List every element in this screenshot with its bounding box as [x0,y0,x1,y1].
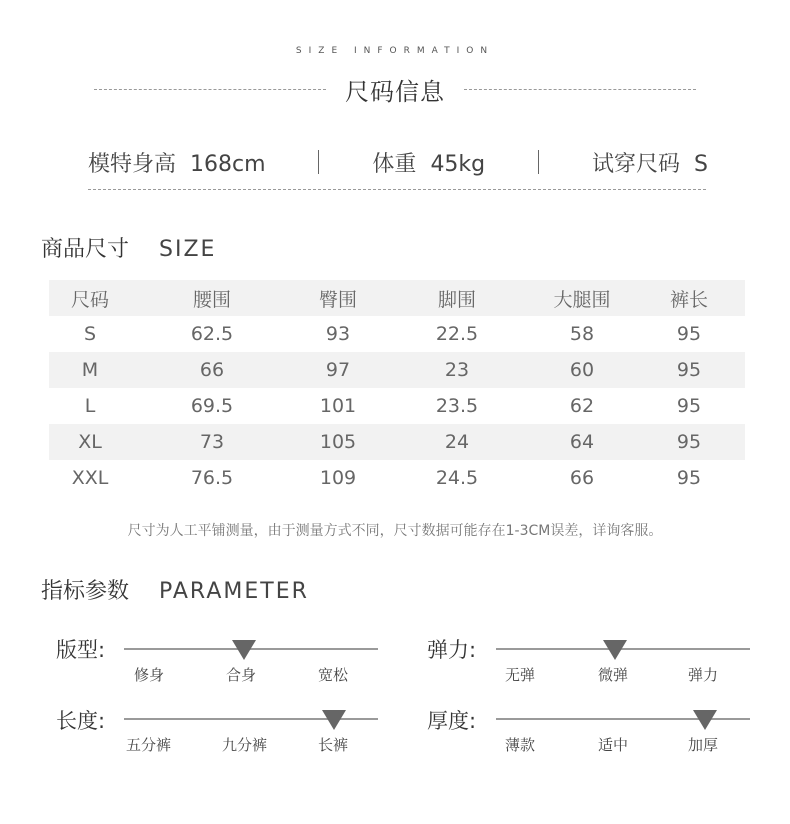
table-cell: 95 [676,467,702,489]
param-length-option: 长裤 [318,736,349,754]
table-cell: 97 [325,359,351,381]
table-cell: 95 [676,323,702,345]
param-thickness-option: 适中 [598,736,629,754]
table-cell: 66 [569,467,595,489]
table-cell: L [84,395,96,417]
param-section-title [41,574,309,605]
param-elasticity-marker-icon [603,640,627,660]
param-fit-label: 版型: [56,638,106,662]
column-header: 尺码 [70,288,109,311]
title-divider-right [464,89,696,90]
param-thickness-label: 厚度: [427,709,477,733]
table-cell: 93 [325,323,351,345]
table-cell: 66 [199,359,225,381]
table-cell: 69.5 [190,395,234,417]
table-row [49,388,745,424]
table-cell: 95 [676,395,702,417]
table-cell: 105 [319,431,357,453]
param-length-option: 九分裤 [222,736,268,754]
table-cell: 95 [676,431,702,453]
table-cell: 23 [444,359,470,381]
param-fit-option: 合身 [226,666,257,684]
measurement-note: 尺寸为人工平铺测量，由于测量方式不同，尺寸数据可能存在1-3CM误差，详询客服。 [127,523,663,539]
table-row [49,352,745,388]
param-thickness-option: 加厚 [688,736,719,754]
column-header: 裤长 [669,288,708,311]
table-cell: M [81,359,99,381]
table-cell: 76.5 [190,467,234,489]
table-cell: S [83,323,97,345]
param-fit-option: 修身 [134,666,165,684]
size-information-eyebrow: SIZE INFORMATION [295,46,495,56]
table-cell: 62 [569,395,595,417]
table-cell: 23.5 [435,395,479,417]
table-cell: 101 [319,395,357,417]
param-title-en: PARAMETER [159,579,309,604]
model-height-label: 模特身高 [88,151,177,177]
column-header: 臀围 [318,288,357,311]
param-length-marker-icon [322,710,346,730]
model-height-value: 168cm [190,151,266,177]
size-table [49,280,745,496]
table-cell: XXL [71,467,109,489]
model-weight-value: 45kg [430,151,486,177]
table-row [49,316,745,352]
param-elasticity-option: 无弹 [505,666,536,684]
param-length-option: 五分裤 [126,736,172,754]
table-row [49,424,745,460]
table-cell: 22.5 [435,323,479,345]
table-cell: 64 [569,431,595,453]
table-cell: 24.5 [435,467,479,489]
table-cell: 24 [444,431,470,453]
param-elasticity-option: 弹力 [688,666,719,684]
separator [318,150,319,174]
param-fit-marker-icon [232,640,256,660]
param-thickness-option: 薄款 [505,736,536,754]
table-cell: 95 [676,359,702,381]
table-cell: 73 [199,431,225,453]
column-header: 腰围 [192,288,231,311]
param-title-cn: 指标参数 [41,579,130,604]
model-height [88,147,266,178]
param-elasticity-label: 弹力: [427,638,477,662]
table-cell: 58 [569,323,595,345]
column-header: 大腿围 [553,288,611,311]
size-title-cn: 商品尺寸 [41,237,130,262]
table-cell: 62.5 [190,323,234,345]
table-header-row [49,280,745,316]
param-elasticity-option: 微弹 [598,666,629,684]
model-info-row [88,145,708,179]
model-size [592,147,708,178]
size-section-title [41,232,216,263]
param-length-label: 长度: [56,709,106,733]
page-title: 尺码信息 [345,78,445,106]
model-size-label: 试穿尺码 [592,151,681,177]
table-row [49,460,745,496]
param-fit-option: 宽松 [318,666,349,684]
column-header: 脚围 [437,288,476,311]
model-weight [372,147,485,178]
separator [538,150,539,174]
table-cell: 60 [569,359,595,381]
size-title-en: SIZE [159,237,217,262]
model-info-divider [88,189,706,190]
table-cell: XL [78,431,102,453]
model-weight-label: 体重 [372,151,417,177]
table-cell: 109 [319,467,357,489]
param-thickness-marker-icon [693,710,717,730]
model-size-value: S [694,151,708,177]
